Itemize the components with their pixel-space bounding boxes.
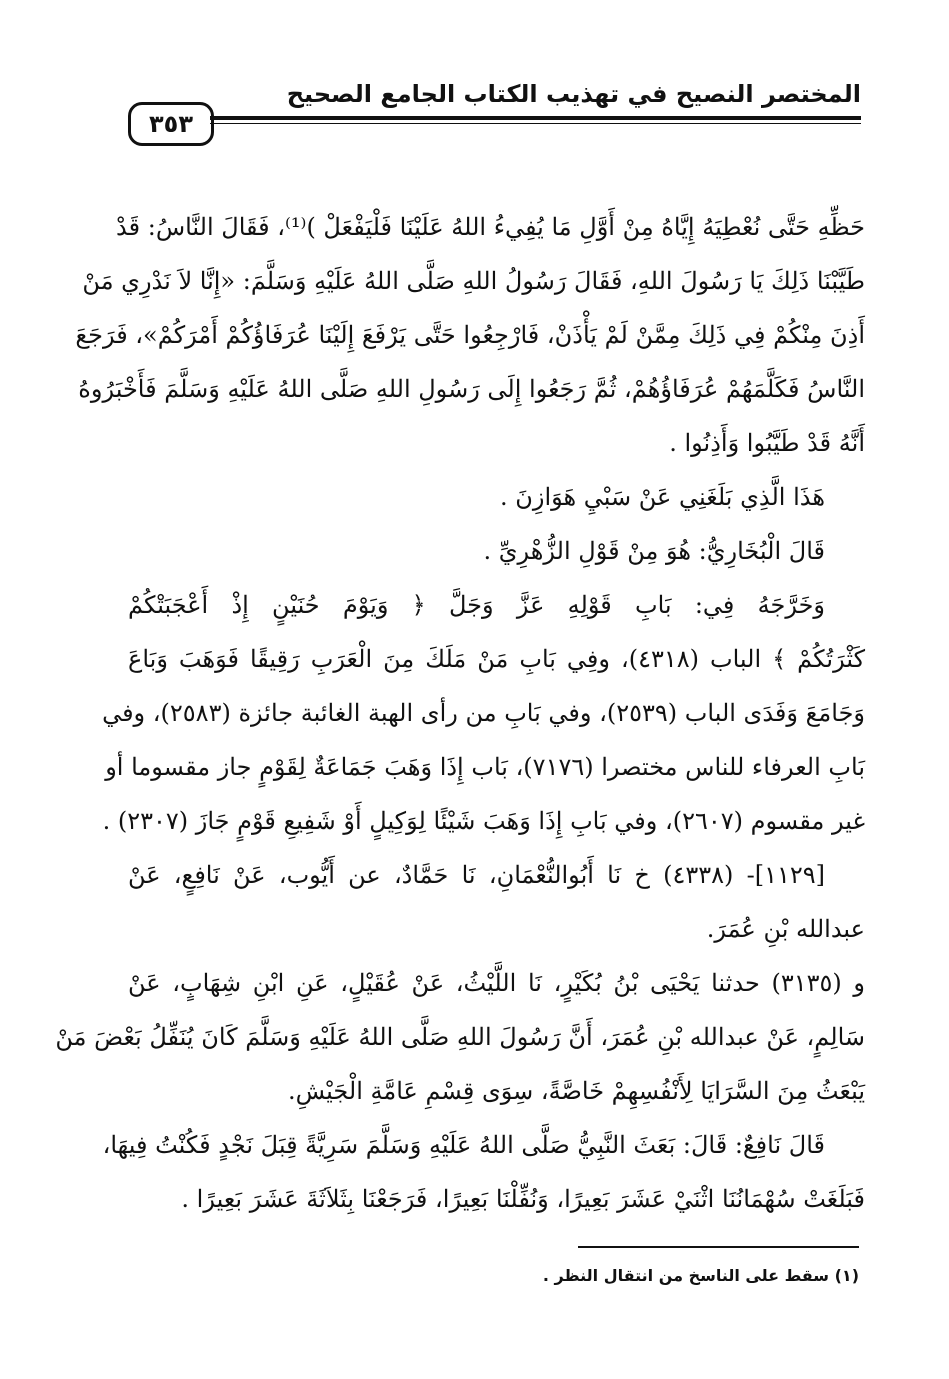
text-line: أَنَّهُ قَدْ طَيَّبُوا وَأَذِنُوا . xyxy=(669,429,865,457)
page-number: ٣٥٣ xyxy=(128,102,214,146)
text-line: كَثْرَتُكُمْ ﴾ الباب (٤٣١٨)، وفِي بَابِ مَنْ مَلَكَ مِنَ الْعَرَبِ رَقِيقًا فَوَهَبَ وَبَاعَ xyxy=(128,645,865,673)
text-line: هَذَا الَّذِي بَلَغَنِي عَنْ سَبْيِ هَوَازِنَ . xyxy=(499,483,825,511)
body-text xyxy=(55,200,865,1226)
text-line: طَيَّبْنَا ذَلِكَ يَا رَسُولَ اللهِ، فَقَالَ رَسُولُ اللهِ صَلَّى اللهُ عَلَيْهِ وَسَلَّمَ: «إِنَّا لاَ نَدْرِي مَنْ xyxy=(82,267,865,295)
text-line: قَالَ الْبُخَارِيُّ: هُوَ مِنْ قَوْلِ الزُّهْرِيِّ . xyxy=(483,537,825,565)
header-rule xyxy=(210,116,861,120)
text-line: النَّاسُ فَكَلَّمَهُمْ عُرَفَاؤُهُمْ، ثُمَّ رَجَعُوا إِلَى رَسُولِ اللهِ صَلَّى اللهُ عَلَيْهِ وَسَلَّمَ فَأَخْبَرُوهُ xyxy=(78,375,865,403)
text-line: يَبْعَثُ مِنَ السَّرَايَا لِأَنْفُسِهِمْ خَاصَّةً، سِوَى قِسْمِ عَامَّةِ الْجَيْشِ. xyxy=(287,1077,865,1105)
text-line: [١١٢٩]- (٤٣٣٨) خ نَا أَبُوالنُّعْمَانِ، نَا حَمَّادٌ، عن أَيُّوب، عَنْ نَافِعٍ، عَنْ xyxy=(128,861,826,889)
text-line: أَذِنَ مِنْكُمْ فِي ذَلِكَ مِمَّنْ لَمْ يَأْذَنْ، فَارْجِعُوا حَتَّى يَرْفَعَ إِلَيْنَا عُرَفَاؤُكُمْ أَمْرَكُمْ»، فَرَجَعَ xyxy=(75,321,865,349)
text-line: غير مقسوم (٢٦٠٧)، وفي بَابِ إِذَا وَهَبَ شَيْئًا لِوَكِيلٍ أَوْ شَفِيعِ قَوْمٍ جَازَ (٢٣٠٧) . xyxy=(102,807,865,835)
text-line: وَجَامَعَ وَفَدَى الباب (٢٥٣٩)، وفي بَابِ من رأى الهبة الغائبة جائزة (٢٥٨٣)، وفي xyxy=(102,699,865,727)
running-title: المختصر النصيح في تهذيب الكتاب الجامع الصحيح xyxy=(286,80,861,108)
footnote: (١) سقط على الناسخ من انتقال النظر . xyxy=(542,1266,859,1285)
text-line: عبدالله بْنِ عُمَرَ. xyxy=(706,915,865,943)
header-rule-thin xyxy=(210,123,861,124)
text-line: حَظِّهِ حَتَّى نُعْطِيَهُ إِيَّاهُ مِنْ أَوَّلِ مَا يُفِيءُ اللهُ عَلَيْنَا فَلْيَفْعَلْ )⁽¹⁾، فَقَالَ النَّاسُ: قَدْ xyxy=(116,213,865,241)
text-line: و (٣١٣٥) حدثنا يَحْيَى بْنُ بُكَيْرٍ، نَا اللَّيْثُ، عَنْ عُقَيْلٍ، عَنِ ابْنِ شِهَابٍ، عَنْ xyxy=(128,969,865,997)
text-line: فَبَلَغَتْ سُهْمَانُنَا اثْنَيْ عَشَرَ بَعِيرًا، وَنُفِّلْنَا بَعِيرًا، فَرَجَعْنَا بِثَلاَثَةَ عَشَرَ بَعِيرًا . xyxy=(181,1185,865,1213)
text-line: سَالِمٍ، عَنْ عبدالله بْنِ عُمَرَ، أَنَّ رَسُولَ اللهِ صَلَّى اللهُ عَلَيْهِ وَسَلَّمَ كَانَ يُنَفِّلُ بَعْضَ مَنْ xyxy=(55,1023,865,1051)
text-line: قَالَ نَافِعٌ: قَالَ: بَعَثَ النَّبِيُّ صَلَّى اللهُ عَلَيْهِ وَسَلَّمَ سَرِيَّةً قِبَلَ نَجْدٍ فَكُنْتُ فِيهَا، xyxy=(102,1131,825,1159)
text-line: وَخَرَّجَهُ فِي: بَابِ قَوْلِهِ عَزَّ وَجَلَّ ﴿ وَيَوْمَ حُنَيْنٍ إِذْ أَعْجَبَتْكُمْ xyxy=(128,591,825,619)
text-line: بَابِ العرفاء للناس مختصرا (٧١٧٦)، بَاب إِذَا وَهَبَ جَمَاعَةٌ لِقَوْمٍ جاز مقسوما أو xyxy=(105,753,865,781)
footnote-rule xyxy=(578,1246,859,1248)
